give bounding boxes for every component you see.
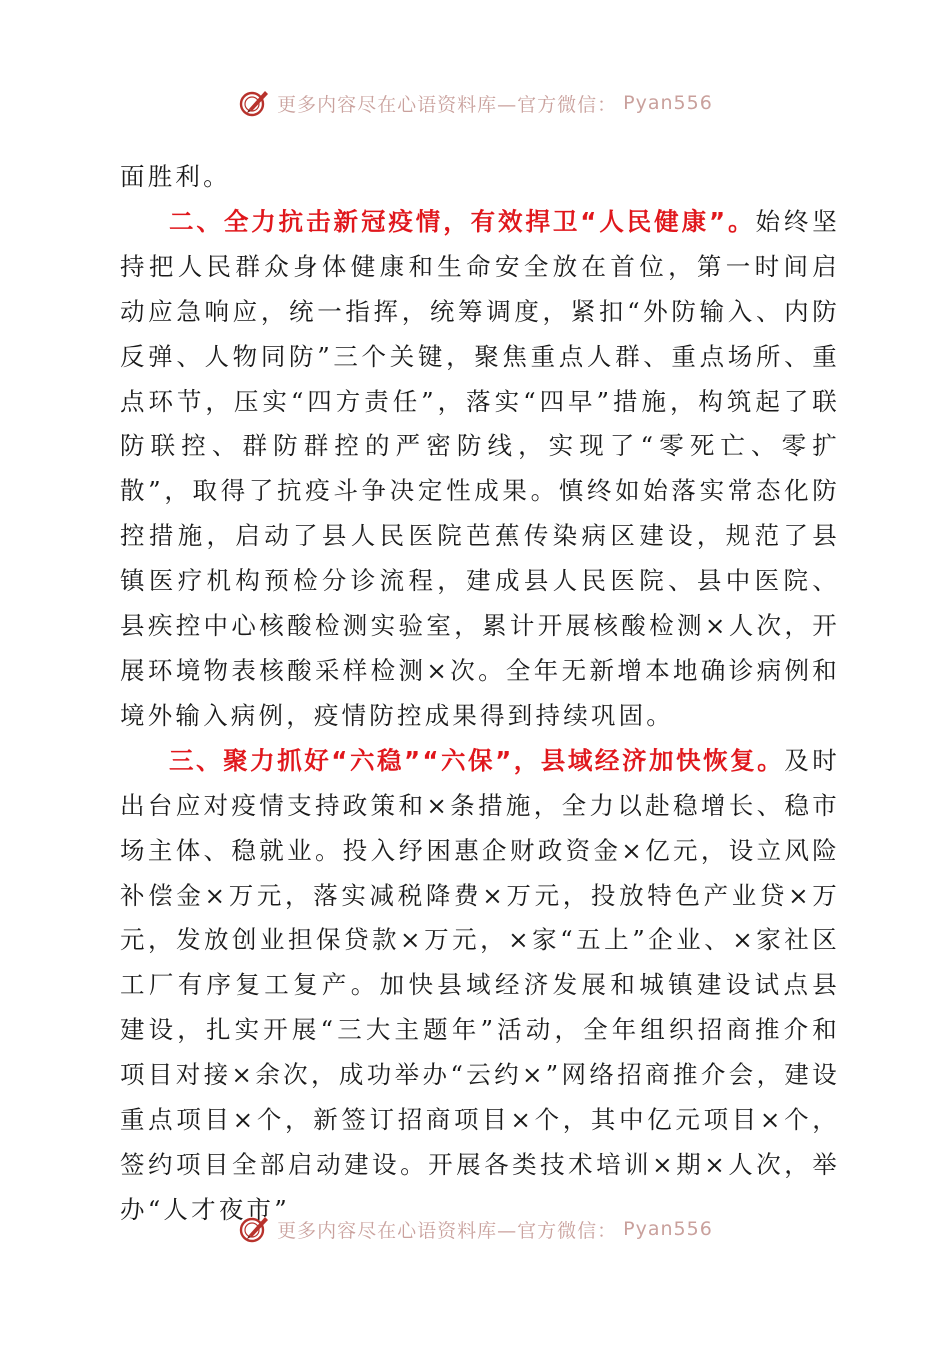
paragraph-2-body: 始终坚持把人民群众身体健康和生命安全放在首位，第一时间启动应急响应，统一指挥，统筹调度，紧扣“外防输入、内防反弹、人物同防”三个关键，聚焦重点人群、重点场所、重点环节，压实“四方责任”，落实“四早”措施，构筑起了联防联控、群防群控的严密防线，实现了“零死亡、零扩散”，取得了抗疫斗争决定性成果。慎终如始落实常态化防控措施，启动了县人民医院芭蕉传染病区建设，规范了县镇医疗机构预检分诊流程，建成县人民医院、县中医院、县疾控中心核酸检测实验室，累计开展核酸检测×人次，开展环境物表核酸采样检测×次。全年无新增本地确诊病例和境外输入病例，疫情防控成果得到持续巩固。 — [120, 206, 840, 730]
pen-circle-icon — [237, 1212, 271, 1246]
pen-circle-icon — [237, 86, 271, 120]
paragraph-2 — [120, 200, 840, 739]
header-watermark — [0, 86, 950, 120]
paragraph-3 — [120, 739, 840, 1233]
section-heading-3: 三、聚力抓好“六稳”“六保”，县域经济加快恢复。 — [169, 745, 785, 775]
paragraph-1-body: 面胜利。 — [120, 162, 231, 191]
paragraph-1 — [120, 155, 840, 200]
watermark-wechat-id: Pyan556 — [623, 92, 713, 114]
watermark-text: 更多内容尽在心语资料库—官方微信： — [277, 93, 618, 116]
section-heading-2: 二、全力抗击新冠疫情，有效捍卫“人民健康”。 — [169, 206, 756, 236]
watermark-text: 更多内容尽在心语资料库—官方微信： — [277, 1219, 618, 1242]
paragraph-3-body: 及时出台应对疫情支持政策和×条措施，全力以赴稳增长、稳市场主体、稳就业。投入纾困惠企财政资金×亿元，设立风险补偿金×万元，落实减税降费×万元，投放特色产业贷×万元，发放创业担保贷款×万元，×家“五上”企业、×家社区工厂有序复工复产。加快县域经济发展和城镇建设试点县建设，扎实开展“三大主题年”活动，全年组织招商推介和项目对接×余次，成功举办“云约×”网络招商推介会，建设重点项目×个，新签订招商项目×个，其中亿元项目×个，签约项目全部启动建设。开展各类技术培训×期×人次，举办“人才夜市” — [120, 745, 840, 1224]
watermark-wechat-id: Pyan556 — [623, 1218, 713, 1240]
footer-watermark — [0, 1212, 950, 1246]
document-body — [120, 155, 840, 1233]
